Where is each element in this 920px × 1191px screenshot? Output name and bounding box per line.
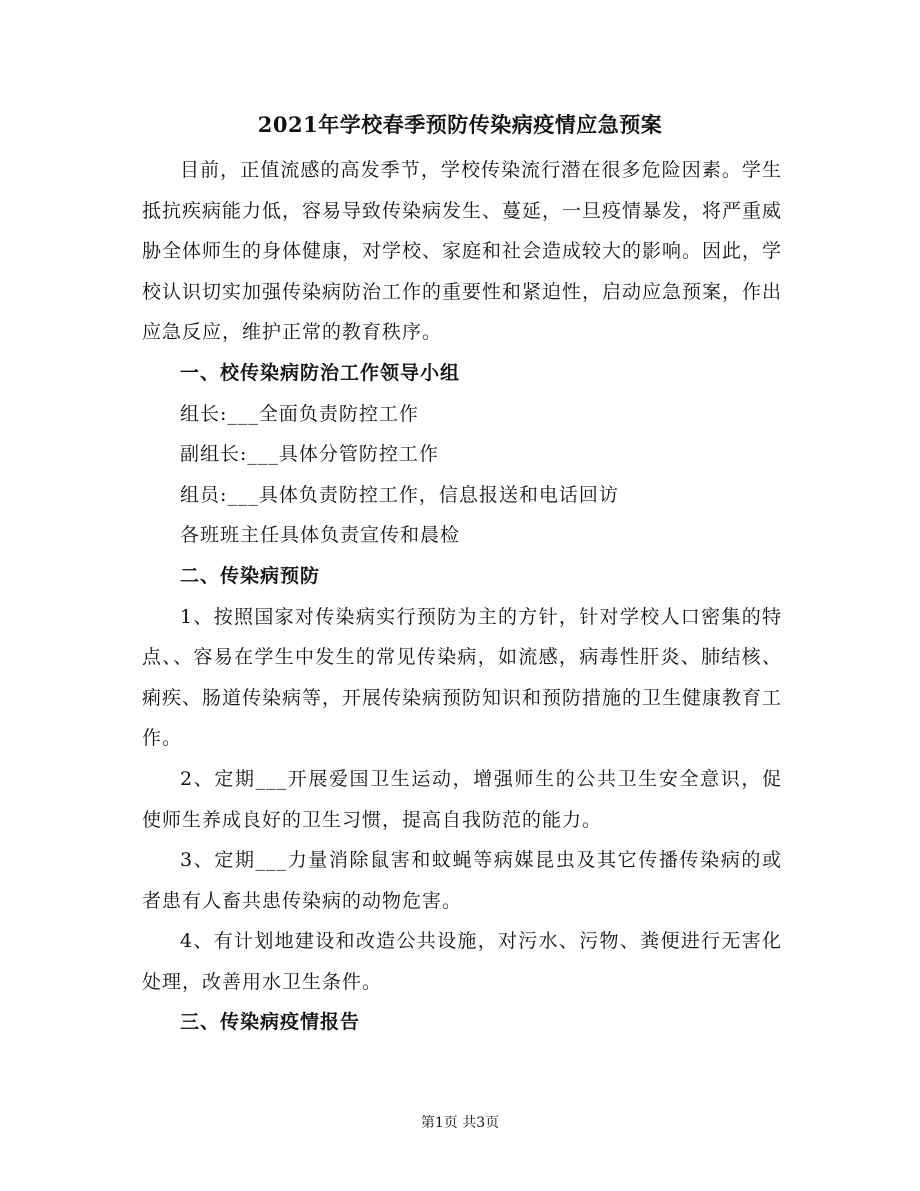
prevention-item-4: 4、有计划地建设和改造公共设施，对污水、污物、粪便进行无害化处理，改善用水卫生条件。 (142, 930, 782, 993)
section-heading-leadership: 一、校传染病防治工作领导小组 (180, 361, 461, 384)
intro-paragraph: 目前，正值流感的高发季节，学校传染流行潜在很多危险因素。学生抵抗疾病能力低，容易导致传染病发生、蔓延，一旦疫情暴发，将严重威胁全体师生的身体健康，对学校、家庭和社会造成较大的影响。因此，学校认识切实加强传染病防治工作的重要性和紧迫性，启动应急预案，作出应急反应，维护正常的教育秩序。 (142, 159, 783, 344)
page-indicator: 第1页 共3页 (420, 1115, 500, 1131)
document-title: 2021年学校春季预防传染病疫情应急预案 (257, 112, 663, 137)
leader-line: 组长:___全面负责防控工作 (180, 402, 419, 425)
class-teachers-line: 各班班主任具体负责宣传和晨检 (180, 524, 461, 547)
section-heading-report: 三、传染病疫情报告 (180, 1011, 361, 1034)
section-heading-prevention: 二、传染病预防 (180, 564, 321, 587)
document-body (142, 150, 782, 1043)
deputy-leader-line: 副组长:___具体分管防控工作 (180, 443, 439, 466)
prevention-item-2: 2、定期___开展爱国卫生运动，增强师生的公共卫生安全意识，促使师生养成良好的卫生习惯，提高自我防范的能力。 (142, 767, 782, 831)
prevention-item-1: 1、按照国家对传染病实行预防为主的方针，针对学校人口密集的特点、、容易在学生中发生的常见传染病，如流感，病毒性肝炎、肺结核、痢疾、肠道传染病等，开展传染病预防知识和预防措施的卫生健康教育工作。 (142, 605, 783, 750)
members-line: 组员:___具体负责防控工作，信息报送和电话回访 (180, 483, 619, 506)
prevention-item-3: 3、定期___力量消除鼠害和蚊蝇等病媒昆虫及其它传播传染病的或者患有人畜共患传染病的动物危害。 (142, 849, 782, 912)
